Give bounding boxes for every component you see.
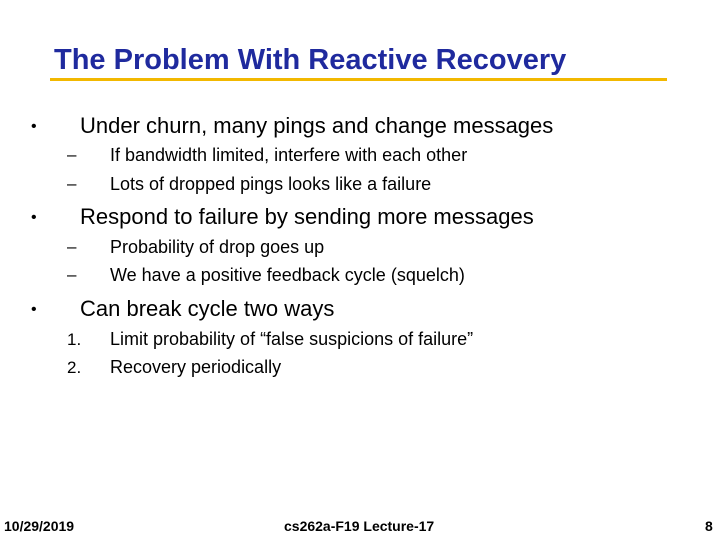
sub-bullet-marker: – (67, 174, 77, 193)
sub-bullet-marker: – (67, 145, 77, 164)
bullet-marker: • (31, 118, 37, 135)
footer-page-number: 8 (705, 518, 713, 534)
sub-bullet-text: If bandwidth limited, interfere with each other (110, 145, 468, 165)
bullet-text: Can break cycle two ways (80, 296, 335, 321)
footer-date: 10/29/2019 (4, 518, 75, 534)
bullet-marker: • (31, 301, 37, 318)
numbered-item-text: Recovery periodically (110, 357, 282, 377)
sub-bullet-text: Probability of drop goes up (110, 237, 325, 257)
sub-bullet-text: We have a positive feedback cycle (squelch) (110, 265, 465, 285)
numbered-marker: 2. (67, 358, 82, 377)
sub-bullet-marker: – (67, 237, 77, 256)
footer-course: cs262a-F19 Lecture-17 (284, 518, 435, 534)
bullet-marker: • (31, 209, 37, 226)
sub-bullet-text: Lots of dropped pings looks like a failure (110, 174, 432, 194)
numbered-item-text: Limit probability of “false suspicions of failure” (110, 329, 474, 349)
title-underline (50, 78, 667, 81)
slide-title: The Problem With Reactive Recovery (54, 44, 567, 76)
sub-bullet-marker: – (67, 265, 77, 284)
numbered-marker: 1. (67, 330, 82, 349)
bullet-text: Respond to failure by sending more messages (80, 204, 534, 229)
bullet-text: Under churn, many pings and change messages (80, 113, 554, 138)
